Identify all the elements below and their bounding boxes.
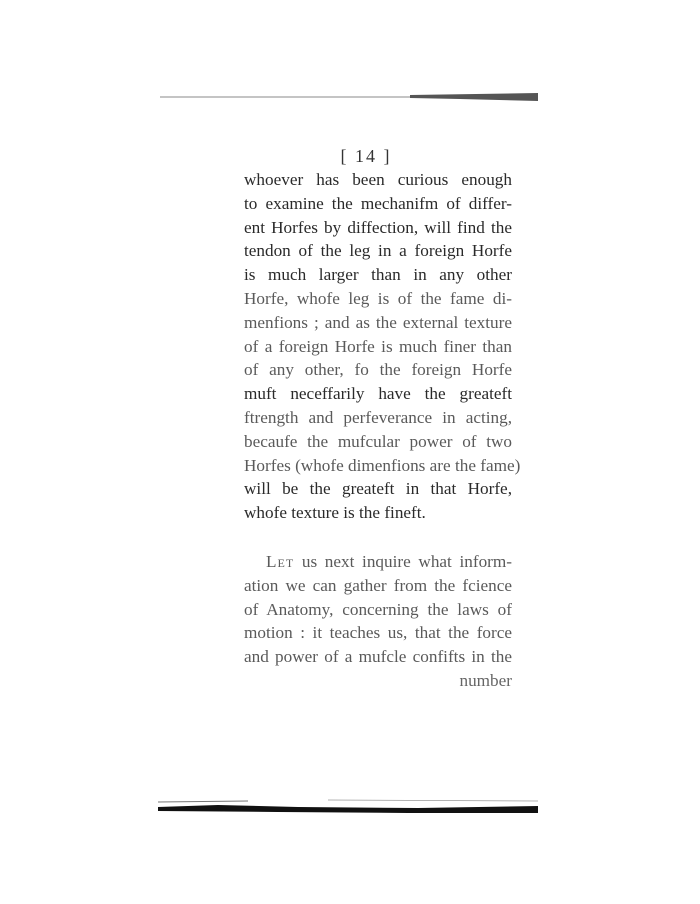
- text-line: Horfes (whofe dimenfions are the fame): [244, 455, 521, 475]
- text-line: motion : it teaches us, that the force: [244, 623, 512, 643]
- text-line: menfions ; and as the external texture: [244, 312, 512, 332]
- text-line: to examine the mechanifm of differ-: [244, 193, 512, 213]
- text-line: and power of a mufcle confifts in the: [244, 647, 512, 667]
- text-line: whoever has been curious enough: [244, 170, 512, 189]
- text-line: Horfe, whofe leg is of the fame di-: [244, 288, 512, 308]
- text-line: whofe texture is the fineft.: [244, 503, 426, 523]
- text-line: is much larger than in any other: [244, 265, 512, 285]
- text-line: of a foreign Horfe is much finer than: [244, 336, 512, 356]
- drop-word: Let: [266, 551, 295, 571]
- catchword: number: [459, 670, 512, 690]
- text-line: will be the greateft in that Horfe,: [244, 479, 512, 499]
- bottom-rule: [158, 796, 538, 816]
- text-line: ent Horfes by diffection, will find the: [244, 217, 512, 237]
- text-line: ation we can gather from the fcience: [244, 575, 512, 595]
- text-line: ftrength and perfeverance in acting,: [244, 407, 512, 427]
- text-line: muft neceffarily have the greateft: [244, 384, 512, 404]
- top-rule: [160, 92, 538, 102]
- text-line-rest: us next inquire what inform-: [301, 551, 512, 571]
- page-text: [244, 168, 521, 693]
- paragraph-opening-line: [244, 550, 512, 574]
- text-line: becaufe the mufcular power of two: [244, 431, 512, 451]
- text-line: of Anatomy, concerning the laws of: [244, 599, 512, 619]
- page-number: [ 14 ]: [340, 146, 392, 166]
- text-line: of any other, fo the foreign Horfe: [244, 360, 512, 380]
- text-line: tendon of the leg in a foreign Horfe: [244, 241, 512, 261]
